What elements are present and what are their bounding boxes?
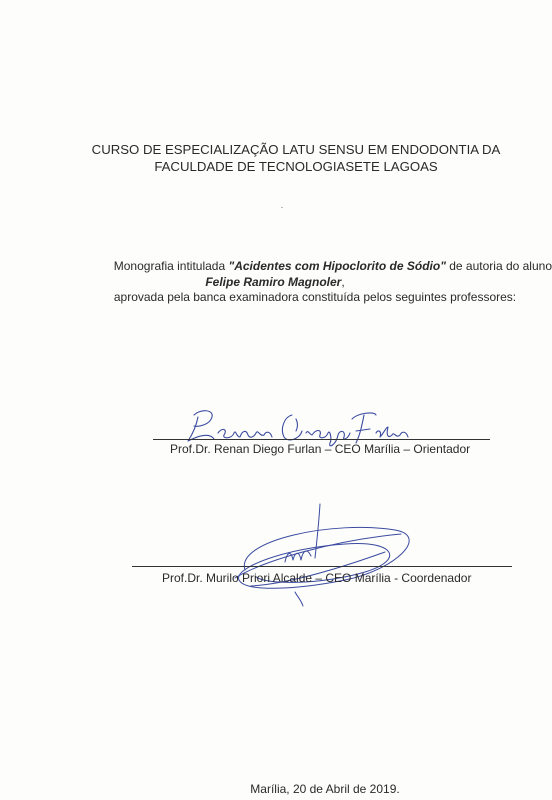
monograph-title: "Acidentes com Hipoclorito de Sódio": [228, 259, 446, 273]
approval-line-1: [78, 258, 552, 274]
approval-line-3: aprovada pela banca examinadora constituída pelos seguintes professores:: [113, 290, 517, 304]
approval-prefix: Monografia intitulada: [113, 259, 229, 273]
author-name: Felipe Ramiro Magnoler: [205, 275, 342, 289]
scan-speck: [281, 207, 283, 208]
signatory-1-label: Prof.Dr. Renan Diego Furlan – CEO Marília – Orientador: [170, 442, 471, 456]
header-line-1: CURSO DE ESPECIALIZAÇÃO LATU SENSU EM ENDODONTIA DA: [91, 142, 501, 157]
header-line-2: FACULDADE DE TECNOLOGIASETE LAGOAS: [154, 159, 438, 174]
signature-2: [225, 500, 415, 610]
signatory-2-label: Prof.Dr. Murilo Priori Alcalde – CEO Marília - Coordenador: [162, 571, 472, 585]
document-date: Marília, 20 de Abril de 2019.: [250, 782, 400, 796]
approval-suffix: de autoria do aluno: [445, 259, 552, 273]
author-comma: ,: [341, 275, 345, 289]
approval-line-2: [150, 274, 400, 290]
signature-line-2: [132, 566, 512, 567]
signature-line-1: [153, 439, 490, 440]
